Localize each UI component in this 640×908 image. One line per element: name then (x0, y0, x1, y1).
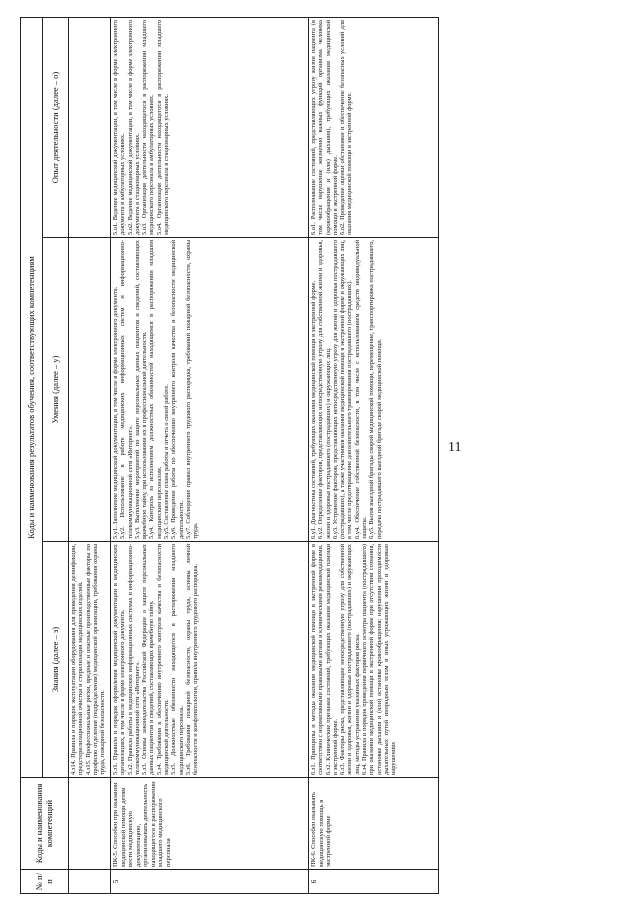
row-number: 5 (111, 870, 309, 894)
knowledge-item: 6.з1. Принципы и методы оказания медицинской помощи в экстренной форме в соответствии с нормативными правовыми актами и клиническими рекомендациями. (310, 544, 325, 775)
skills-item: 5.у3. Выполнение мероприятий по защите персональных данных пациентов и сведений, составляющих врачебную тайну, при использовании их в профессиональной деятельности. (133, 240, 149, 539)
experience-item: 5.о4. Организация деятельности находящегося в распоряжении младшего медицинского персонала в стационарных условиях. (155, 20, 171, 235)
skills-cell (111, 238, 309, 542)
experience-item: 6.о1. Распознавание состояний, представляющих угрозу жизни пациента (в том числе нарушение жизненно важных функций организма человека (кровообращения и (или) дыхания), требующих оказания медицинской помощи в экстренной форме. (310, 20, 339, 235)
knowledge-cell (69, 542, 111, 778)
page-number: 11 (448, 440, 462, 455)
knowledge-item: 4.з14. Правила и порядок эксплуатации оборудования для проведения дезинфекции, предстерилизационной очистки и стерилизации медицинских изделий. (70, 544, 85, 775)
knowledge-item: 6.з3. Факторы риска, представляющие непосредственную угрозу для собственной жизни и здоровья, жизни и здоровья пострадавшего (пострадавших) и окружающих лиц, методы устранения указанных факторов риска. (339, 544, 361, 775)
header-skills: Умения (далее – у) (43, 238, 69, 542)
skills-item: 6.у3. Устранение факторов, представляющих непосредственную угрозу для жизни и здоровья пострадавшего (пострадавших), а также участников оказания медицинской помощи в экстренной форме и окружающих лиц, в том числе предотвращение дополнительного травмирования пострадавшего (пострадавших). (331, 240, 354, 539)
knowledge-item: 4.з15. Профессиональные риски, вредные и опасные производственные факторы по профилю отделения (подразделения) медицинской организации, требования охраны труда, пожарной безопасности. (84, 544, 107, 775)
knowledge-cell (111, 542, 309, 778)
table-row (111, 18, 309, 894)
experience-cell (309, 18, 439, 238)
knowledge-item: 5.з1. Правила и порядок оформления медицинской документации в медицинских организациях, в том числе в форме электронного документа. (112, 544, 127, 775)
table-row (69, 18, 111, 894)
header-knowledge: Знания (далее – з) (43, 542, 69, 778)
skills-item: 5.у6. Проведение работы по обеспечению внутреннего контроля качества и безопасности медицинской деятельности. (170, 240, 185, 539)
knowledge-item: 6.з4. Правила и порядок проведения первичного осмотра пациента (пострадавшего) при оказании медицинской помощи в экстренной форме при отсутствии сознания, остановке дыхания и (или) остановке кровообращения; нарушении проходимости дыхательных путей инородным телом и иных угрожающих жизни и здоровью нарушениях (361, 544, 398, 775)
row-number: 6 (309, 870, 439, 894)
rotated-table-wrapper (20, 18, 438, 894)
knowledge-cell (309, 542, 439, 778)
skills-cell (69, 238, 111, 542)
knowledge-item: 5.з4. Требования к обеспечению внутреннего контроля качества и безопасности медицинской деятельности. (155, 544, 171, 775)
competency-name: ПК-5. Способен при оказании медицинской помощи детям вести медицинскую документацию, организовывать деятельность находящегося в распоряжении младшего медицинского персонала (111, 778, 309, 870)
experience-cell (111, 18, 309, 238)
experience-cell (69, 18, 111, 238)
competency-table (20, 17, 439, 894)
experience-item: 5.о1. Ведение медицинской документации, в том числе в форме электронного документа в амбулаторных условиях. (112, 20, 127, 235)
skills-item: 6.у1. Диагностика состояний, требующих оказания медицинской помощи в экстренной форме. (310, 280, 317, 539)
competency-name (69, 778, 111, 870)
row-number (69, 870, 111, 894)
skills-item: 5.у4. Контроль за исполнением должностных обязанностей находящимся в распоряжении младшим медицинским персоналом. (148, 240, 163, 539)
skills-item: 5.у2. Использование в работе медицинских информационных систем и информационно-телекоммуникационной сети «Интернет». (119, 240, 134, 539)
competency-name: ПК-6. Способен оказывать медицинскую помощь в экстренной форме (309, 778, 439, 870)
knowledge-item: 5.з5. Должностные обязанности находящегося в распоряжении младшего медицинского персонала. (170, 544, 185, 775)
header-num: № п/п (21, 870, 69, 894)
header-experience: Опыт деятельности (далее – о) (43, 18, 69, 238)
knowledge-item: 5.з6. Требования пожарной безопасности, охраны труда, основы личной безопасности и конфликтологии, правила внутреннего трудового распорядка. (184, 544, 200, 775)
header-codes: Коды и наименования компетенций (21, 778, 69, 870)
skills-item: 5.у5. Составление плана работы и отчета о своей работе. (163, 384, 171, 539)
knowledge-item: 5.з2. Правила работы в медицинских информационных системах и информационно-телекоммуникационной сети «Интернет». (126, 544, 141, 775)
experience-item: 5.о3. Организация деятельности находящегося в распоряжении младшего медицинского персонала в амбулаторных условиях. (141, 20, 156, 235)
experience-item: 5.о2. Ведение медицинской документации, в том числе в форме электронного документа в стационарных условиях. (126, 20, 141, 235)
skills-item: 5.у1. Заполнение медицинской документации, в том числе в форме электронного документа. (112, 286, 119, 539)
table-row (309, 18, 439, 894)
experience-item: 6.о2. Проведение оценки обстановки и обеспечение безопасных условий для оказания медицинской помощи в экстренной форме. (339, 20, 354, 235)
header-main: Коды и наименования результатов обучения, соответствующих компетенциям (21, 18, 43, 778)
knowledge-item: 6.з2. Клинические признаки состояний, требующих оказания медицинской помощи в экстренной форме. (324, 544, 339, 775)
skills-item: 6.у5. Вызов выездной бригады скорой медицинской помощи, перемещение, транспортировка пострадавшего, передача пострадавшего выездной бригаде скорой медицинской помощи. (368, 240, 383, 539)
skills-cell (309, 238, 439, 542)
skills-item: 6.у4. Обеспечение собственной безопасности, в том числе с использованием средств индивидуальной защиты. (353, 240, 369, 539)
skills-item: 5.у7. Соблюдение правил внутреннего трудового распорядка, требований пожарной безопасности, охраны труда. (184, 240, 200, 539)
skills-item: 6.у2. Определение факторов, представляющих непосредственную угрозу для собственной жизни и здоровья, жизни и здоровья пострадавшего (пострадавших) и окружающих лиц. (317, 240, 332, 539)
knowledge-item: 5.з3. Основы законодательства Российской Федерации о защите персональных данных пациентов и сведений, составляющих врачебную тайну. (141, 544, 156, 775)
